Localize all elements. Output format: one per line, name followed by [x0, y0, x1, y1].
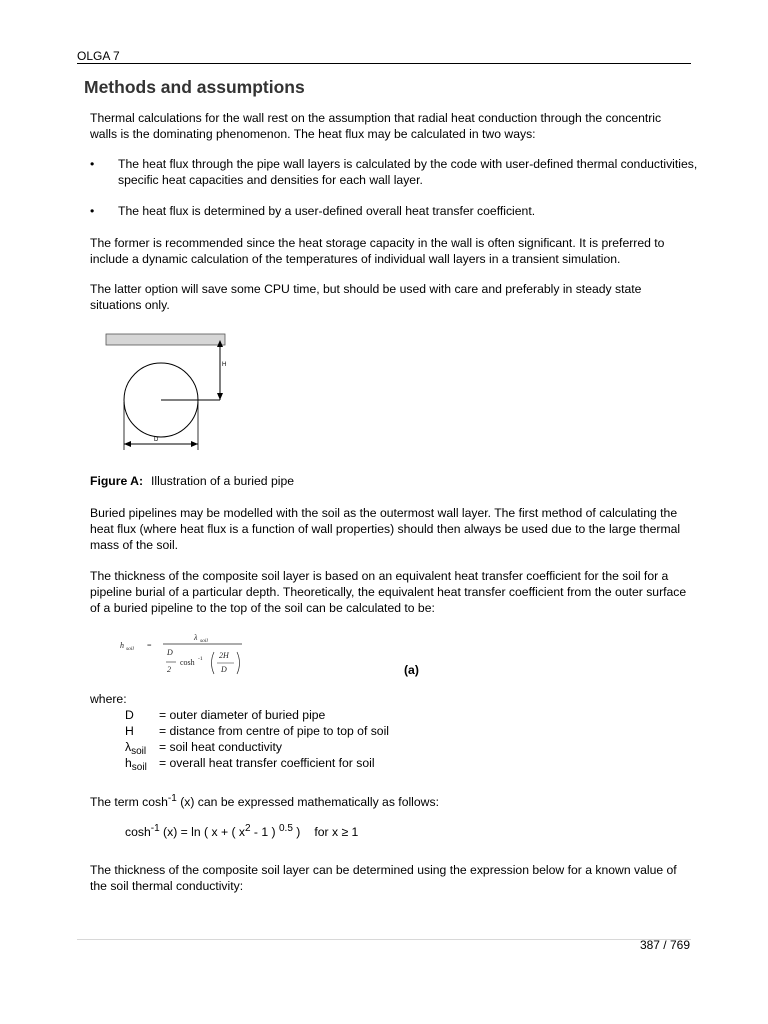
- depth-arrow-bottom: [217, 393, 223, 400]
- variable-desc: = overall heat transfer coefficient for soil: [159, 756, 375, 770]
- paragraph-thickness: [90, 862, 690, 894]
- buried-pipe-figure: [100, 330, 240, 452]
- paragraph-intro: [90, 110, 690, 142]
- variable-symbol: H: [125, 724, 134, 738]
- page-number: 387 / 769: [639, 938, 690, 952]
- bullet-text: The heat flux through the pipe wall layers is calculated by the code with user-defined thermal conductivities, specific heat capacities and densities for each wall layer.: [118, 157, 698, 187]
- variable-row: [125, 756, 389, 772]
- header-rule: [77, 63, 691, 64]
- paragraph-latter-text: The latter option will save some CPU time, but should be used with care and preferably in steady state situations only.: [90, 282, 642, 312]
- footer-rule: [77, 939, 691, 940]
- paragraph-buried-text: Buried pipelines may be modelled with the soil as the outermost wall layer. The first method of calculating the heat flux (where heat flux is a function of wall properties) should then always be used due to the large thermal mass of the soil.: [90, 506, 681, 552]
- variable-list: [125, 708, 389, 772]
- eq-den-2h: 2H: [219, 651, 229, 660]
- where-label: where:: [90, 692, 127, 706]
- eq-den-cosh-sup: -1: [198, 656, 203, 662]
- running-head-title: OLGA 7: [77, 49, 120, 63]
- paragraph-cosh-intro-text: The term $\cosh^{-1} (x)$ can be expressed mathematically as follows:: [90, 793, 439, 809]
- paragraph-composite-text: The thickness of the composite soil layer is based on an equivalent heat transfer coefficient for the soil for a pipeline burial of a particular depth. Theoretically, the equivalent heat transfer coefficient from the outer surface of a buried pipeline to the top of the soil can be calculated to be:: [90, 569, 687, 615]
- paragraph-cosh-intro: [90, 794, 690, 812]
- variable-row: [125, 708, 389, 724]
- eq-numerator-sub: soil: [200, 638, 208, 644]
- eq-left-paren: [212, 652, 215, 674]
- variable-symbol: D: [125, 708, 134, 722]
- variable-desc: = outer diameter of buried pipe: [159, 708, 326, 722]
- figure-caption-label: Figure A:: [90, 474, 144, 488]
- equation-tag: (a): [404, 663, 419, 677]
- label-h: H: [222, 362, 227, 368]
- paragraph-latter: [90, 281, 690, 313]
- equation-a: [118, 628, 248, 676]
- diameter-arrow-right: [191, 441, 198, 447]
- eq-equals: =: [147, 641, 152, 650]
- bullet-icon: •: [90, 157, 95, 171]
- eq-den-d: D: [167, 648, 173, 657]
- eq-numerator: λ: [194, 633, 198, 642]
- variable-row: [125, 724, 389, 740]
- diameter-arrow-left: [124, 441, 131, 447]
- acosh-equation: $\cosh^{-1} (x) = \ln$ ( x + ( $x^2 - 1$ ) $^{0.5}$ ) for x ≥ 1: [125, 823, 359, 839]
- variable-desc: = soil heat conductivity: [159, 740, 282, 754]
- soil-surface: [106, 334, 225, 345]
- figure-caption: [90, 474, 294, 488]
- list-item: [90, 203, 698, 219]
- label-d: D: [154, 437, 159, 443]
- paragraph-buried: [90, 505, 690, 553]
- variable-symbol: $\lambda_{soil}$: [125, 740, 147, 757]
- eq-lhs-sub: soil: [126, 646, 134, 652]
- figure-caption-text: Illustration of a buried pipe: [151, 474, 295, 488]
- variable-row: [125, 740, 389, 756]
- variable-symbol: $h_{soil}$: [125, 756, 147, 773]
- eq-den-inner-d: D: [221, 665, 227, 674]
- paragraph-intro-text: Thermal calculations for the wall rest on the assumption that radial heat conduction through the concentric walls is the dominating phenomenon. The heat flux may be calculated in two ways:: [90, 111, 662, 141]
- variable-desc: = distance from centre of pipe to top of soil: [159, 724, 389, 738]
- paragraph-thickness-text: The thickness of the composite soil layer can be determined using the expression below for a known value of the soil thermal conductivity:: [90, 863, 677, 893]
- eq-lhs: h: [120, 641, 124, 650]
- list-item: [90, 156, 698, 188]
- eq-den-cosh: cosh: [180, 658, 195, 667]
- section-title: Methods and assumptions: [84, 77, 305, 97]
- paragraph-composite: [90, 568, 690, 616]
- bullet-text: The heat flux is determined by a user-defined overall heat transfer coefficient.: [118, 204, 536, 218]
- paragraph-former-text: The former is recommended since the heat storage capacity in the wall is often significant. It is preferred to include a dynamic calculation of the temperatures of individual wall layers in a transient simulation.: [90, 236, 665, 266]
- eq-den-2: 2: [167, 665, 171, 674]
- paragraph-former: [90, 235, 690, 267]
- acosh-condition: for x ≥ 1: [314, 825, 359, 839]
- bullet-icon: •: [90, 204, 95, 218]
- eq-right-paren: [237, 652, 240, 674]
